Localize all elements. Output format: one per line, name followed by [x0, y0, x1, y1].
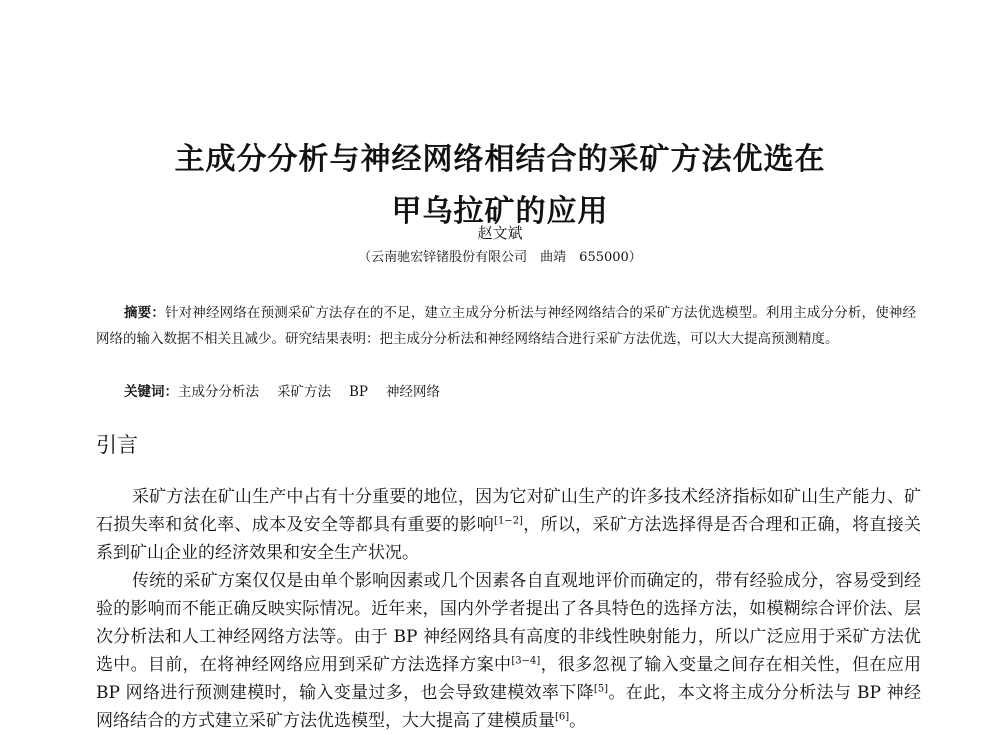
citation: [1−2] [494, 515, 523, 527]
paragraph-text: ，很多忽视了输入变量之间存在相关性，但在应用 BP 网络进行预测建模时，输入变量过多，也会导致建模效率下降 [96, 655, 922, 703]
abstract [96, 300, 916, 352]
paper-title-line-1: 主成分分析与神经网络相结合的采矿方法优选在 [174, 142, 826, 178]
body-text [96, 483, 921, 735]
citation: [3−4] [511, 655, 541, 667]
keywords [124, 380, 458, 404]
keywords-label: 关键词： [124, 384, 178, 400]
author-affiliation: （云南驰宏锌锗股份有限公司 曲靖 655000） [358, 250, 642, 265]
author-name: 赵文斌 [477, 224, 523, 242]
paper-title-line-2: 甲乌拉矿的应用 [391, 194, 609, 230]
body-paragraph-2 [96, 567, 921, 735]
body-paragraph-1 [96, 483, 921, 567]
section-heading-introduction: 引言 [96, 433, 138, 457]
paragraph-text: 传统的采矿方案仅仅是由单个影响因素或几个因素各自直观地评价而确定的，带有经验成分，容易受到经验的影响而不能正确反映实际情况。近年来，国内外学者提出了各具特色的选择方法，如模糊综合评价法、层次分析法和人工神经网络方法等。由于 BP 神经网络具有高度的非线性映射能力，所以广泛应用于采矿方法优选中。目前，在将神经网络应用到采矿方法选择方案中 [96, 571, 921, 675]
keyword-item: 主成分分析法 [178, 384, 259, 400]
citation: [6] [555, 711, 570, 723]
keyword-item: 神经网络 [386, 384, 441, 400]
paragraph-text: 采矿方法在矿山生产中占有十分重要的地位，因为它对矿山生产的许多技术经济指标如矿山生产能力、矿石损失率和贫化率、成本及安全等都具有重要的影响 [96, 487, 921, 535]
abstract-text: 针对神经网络在预测采矿方法存在的不足，建立主成分分析法与神经网络结合的采矿方法优选模型。利用主成分分析，使神经网络的输入数据不相关且减少。研究结果表明：把主成分分析法和神经网络结合进行采矿方法优选，可以大大提高预测精度。 [96, 305, 917, 347]
paragraph-text: 。在此，本文将主成分分析法与 BP 神经网络结合的方式建立采矿方法优选模型，大大提高了建模质量 [96, 683, 921, 731]
keyword-item: BP [349, 384, 369, 400]
keyword-item: 采矿方法 [277, 384, 331, 400]
paragraph-text: ，所以，采矿方法选择得是否合理和正确，将直接关系到矿山企业的经济效果和安全生产状况。 [96, 515, 921, 563]
paragraph-text: 。 [569, 711, 587, 731]
abstract-label: 摘要： [124, 305, 165, 321]
citation: [5] [593, 683, 609, 695]
